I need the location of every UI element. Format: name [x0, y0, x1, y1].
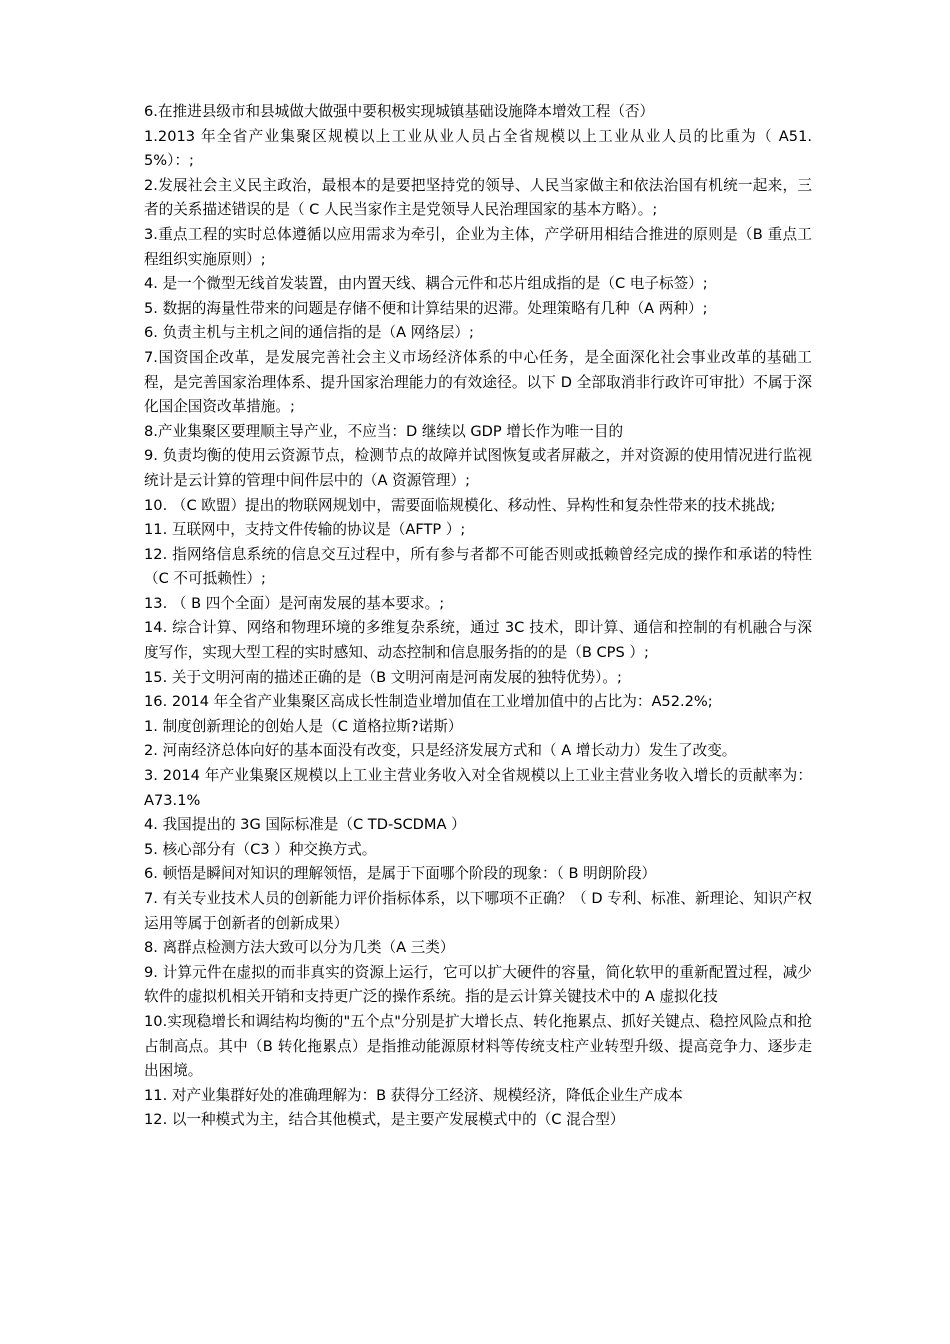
paragraph: 10.实现稳增长和调结构均衡的"五个点"分别是扩大增长点、转化拖累点、抓好关键点、稳控风险点和抢占制高点。其中（B 转化拖累点）是指推动能源原材料等传统支柱产业转型升级、提高竞争力、逐步走出困境。 — [144, 1012, 812, 1080]
paragraph: 12. 以一种模式为主，结合其他模式，是主要产发展模式中的（C 混合型） — [144, 1111, 625, 1129]
paragraph: 1. 制度创新理论的创始人是（C 道格拉斯?诺斯） — [144, 717, 463, 735]
paragraph: 3.重点工程的实时总体遵循以应用需求为牵引，企业为主体，产学研用相结合推进的原则是（B 重点工程组织实施原则）; — [144, 225, 812, 268]
paragraph: 6. 负责主机与主机之间的通信指的是（A 网络层）; — [144, 324, 474, 342]
paragraph: 7.国资国企改革，是发展完善社会主义市场经济体系的中心任务，是全面深化社会事业改革的基础工程，是完善国家治理体系、提升国家治理能力的有效途径。以下 D 全部取消非行政许可审批）不属于深化国企国资改革措施。; — [144, 348, 812, 416]
paragraph: 15. 关于文明河南的描述正确的是（B 文明河南是河南发展的独特优势）。; — [144, 668, 622, 686]
paragraph: 5. 核心部分有（C3 ）种交换方式。 — [144, 840, 377, 858]
paragraph: 16. 2014 年全省产业集聚区高成长性制造业增加值在工业增加值中的占比为：A52.2%; — [144, 693, 713, 711]
paragraph: 9. 负责均衡的使用云资源节点，检测节点的故障并试图恢复或者屏蔽之，并对资源的使用情况进行监视统计是云计算的管理中间件层中的（A 资源管理）; — [144, 447, 812, 489]
paragraph: 4. 我国提出的 3G 国际标准是（C TD-SCDMA ） — [144, 816, 466, 834]
paragraph: 11. 互联网中，支持文件传输的协议是（AFTP ）; — [144, 521, 466, 539]
paragraph: 4. 是一个微型无线首发装置，由内置天线、耦合元件和芯片组成指的是（C 电子标签）; — [144, 275, 708, 293]
paragraph: 11. 对产业集群好处的准确理解为：B 获得分工经济、规模经济，降低企业生产成本 — [144, 1086, 683, 1104]
paragraph: 8. 离群点检测方法大致可以分为几类（A 三类） — [144, 939, 455, 957]
paragraph: 14. 综合计算、网络和物理环境的多维复杂系统，通过 3C 技术，即计算、通信和控制的有机融合与深度写作，实现大型工程的实时感知、动态控制和信息服务指的的是（B CPS ）; — [144, 619, 812, 662]
paragraph: 9. 计算元件在虚拟的而非真实的资源上运行，它可以扩大硬件的容量，简化软甲的重新配置过程，减少软件的虚拟机相关开销和支持更广泛的操作系统。指的是云计算关键技术中的 A 虚拟化技 — [144, 963, 812, 1006]
paragraph: 12. 指网络信息系统的信息交互过程中，所有参与者都不可能否则或抵赖曾经完成的操作和承诺的特性（C 不可抵赖性）; — [144, 545, 812, 588]
document-body — [144, 100, 812, 1133]
paragraph: 10. （C 欧盟）提出的物联网规划中，需要面临规模化、移动性、异构性和复杂性带来的技术挑战; — [144, 496, 776, 514]
paragraph: 3. 2014 年产业集聚区规模以上工业主营业务收入对全省规模以上工业主营业务收入增长的贡献率为：A73.1% — [144, 767, 812, 809]
paragraph: 2.发展社会主义民主政治，最根本的是要把坚持党的领导、人民当家做主和依法治国有机统一起来，三者的关系描述错误的是（ C 人民当家作主是党领导人民治理国家的基本方略）。; — [144, 176, 812, 219]
paragraph: 8.产业集聚区要理顺主导产业，不应当：D 继续以 GDP 增长作为唯一目的 — [144, 422, 624, 440]
paragraph: 1.2013 年全省产业集聚区规模以上工业从业人员占全省规模以上工业从业人员的比重为（ A51.5%）：; — [144, 127, 812, 170]
paragraph: 6.在推进县级市和县城做大做强中要积极实现城镇基础设施降本增效工程（否） — [144, 103, 655, 120]
paragraph: 6. 顿悟是瞬间对知识的理解领悟，是属于下面哪个阶段的现象：（ B 明朗阶段） — [144, 865, 657, 883]
paragraph: 13. （ B 四个全面）是河南发展的基本要求。; — [144, 594, 445, 612]
paragraph: 5. 数据的海量性带来的问题是存储不便和计算结果的迟滞。处理策略有几种（A 两种）; — [144, 299, 708, 317]
paragraph: 7. 有关专业技术人员的创新能力评价指标体系，以下哪项不正确？（ D 专利、标准、新理论、知识产权运用等属于创新者的创新成果） — [144, 890, 812, 932]
paragraph: 2. 河南经济总体向好的基本面没有改变，只是经济发展方式和（ A 增长动力）发生了改变。 — [144, 742, 737, 760]
